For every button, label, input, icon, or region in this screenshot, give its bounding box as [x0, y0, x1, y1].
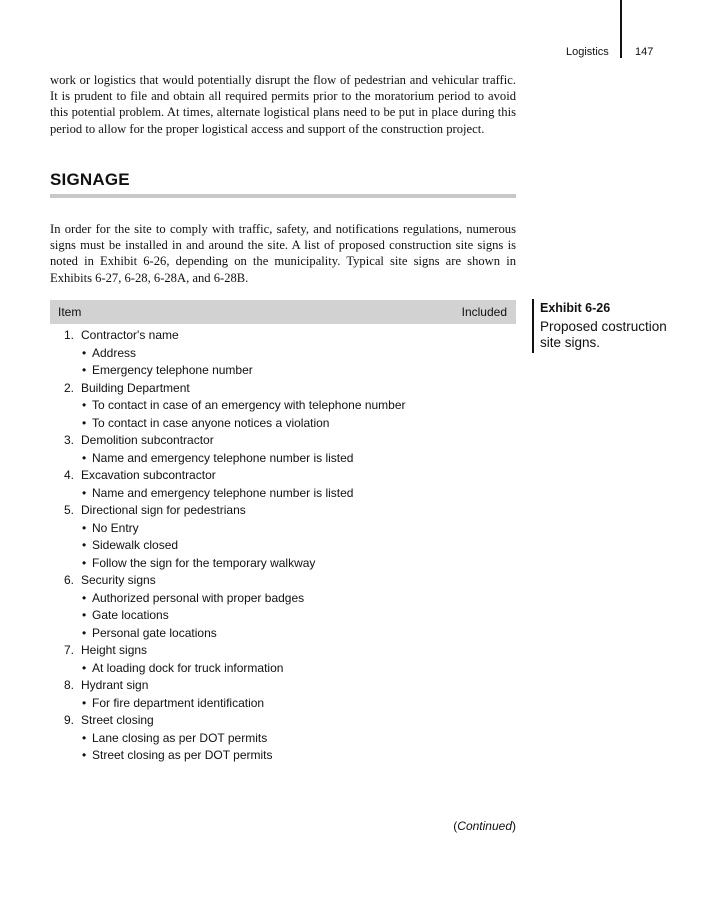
list-subitem-text: Gate locations	[92, 608, 169, 622]
list-subitem-text: To contact in case anyone notices a violation	[92, 415, 330, 430]
exhibit-sidebar	[532, 299, 690, 353]
list-subitem	[50, 748, 516, 763]
list-item-number: 1.	[64, 328, 75, 342]
section-heading: SIGNAGE	[50, 170, 130, 189]
list-subitem-text: Follow the sign for the temporary walkway	[92, 555, 316, 570]
signage-paragraph: In order for the site to comply with traffic, safety, and notifications regulations, numerous signs must be installed in and around the site. A list of proposed construction site signs is noted in Exhibit 6-26, depending on the municipality. Typical site signs are shown in Exhibits 6-27, 6-28, 6-28A, and 6-28B.	[50, 222, 516, 285]
bullet-icon: •	[82, 625, 87, 640]
list-subitem-text: Name and emergency telephone number is listed	[92, 485, 354, 500]
list-item-label: Contractor's name	[81, 328, 179, 342]
column-header-included: Included	[461, 305, 507, 319]
list-item-number: 7.	[64, 643, 75, 657]
list-item	[50, 713, 516, 728]
list-item	[50, 468, 516, 483]
list-subitem	[50, 556, 516, 571]
list-subitem	[50, 626, 516, 641]
continued-note: (Continued)	[453, 819, 516, 833]
bullet-icon: •	[82, 608, 87, 622]
list-subitem-text: No Entry	[92, 520, 139, 535]
list-item-label: Height signs	[81, 643, 148, 657]
list-subitem	[50, 661, 516, 676]
list-subitem	[50, 398, 516, 413]
list-item-label: Security signs	[81, 573, 156, 587]
list-subitem	[50, 451, 516, 466]
list-item	[50, 328, 516, 343]
list-subitem-text: Name and emergency telephone number is listed	[92, 450, 354, 465]
list-subitem-text: Sidewalk closed	[92, 538, 179, 552]
list-subitem	[50, 363, 516, 378]
list-subitem	[50, 521, 516, 536]
list-item-label: Building Department	[81, 380, 190, 395]
list-item-number: 4.	[64, 468, 75, 482]
bullet-icon: •	[82, 363, 87, 377]
list-subitem-text: Authorized personal with proper badges	[92, 590, 305, 605]
bullet-icon: •	[82, 730, 87, 745]
list-item-number: 2.	[64, 380, 75, 395]
list-subitem-text: Lane closing as per DOT permits	[92, 730, 268, 745]
bullet-icon: •	[82, 415, 87, 430]
list-subitem	[50, 731, 516, 746]
list-subitem-text: Address	[92, 345, 137, 360]
list-subitem-text: For fire department identification	[92, 695, 265, 710]
list-subitem-text: Street closing as per DOT permits	[92, 748, 273, 762]
exhibit-title: Exhibit 6-26	[540, 301, 611, 315]
bullet-icon: •	[82, 520, 87, 535]
page-number: 147	[635, 46, 654, 58]
list-item	[50, 433, 516, 448]
list-subitem	[50, 591, 516, 606]
list-item	[50, 503, 516, 518]
list-subitem	[50, 538, 516, 553]
list-item	[50, 678, 516, 693]
list-item-number: 9.	[64, 713, 75, 727]
bullet-icon: •	[82, 398, 87, 412]
bullet-icon: •	[82, 555, 87, 570]
list-item-label: Street closing	[81, 713, 154, 727]
list-item-label: Demolition subcontractor	[81, 433, 214, 447]
exhibit-caption: Proposed costruction site signs.	[540, 319, 667, 350]
list-subitem	[50, 346, 516, 361]
list-subitem	[50, 486, 516, 501]
table-header	[50, 300, 516, 324]
list-item-number: 8.	[64, 678, 75, 692]
bullet-icon: •	[82, 345, 87, 360]
running-head-section: Logistics	[566, 46, 609, 58]
list-item	[50, 381, 516, 396]
list-subitem-text: Personal gate locations	[92, 625, 217, 640]
list-item-number: 6.	[64, 573, 75, 587]
bullet-icon: •	[82, 590, 87, 605]
list-item-label: Hydrant sign	[81, 678, 149, 692]
list-subitem	[50, 608, 516, 623]
list-subitem	[50, 696, 516, 711]
list-subitem-text: At loading dock for truck information	[92, 660, 284, 675]
list-subitem	[50, 416, 516, 431]
list-subitem-text: Emergency telephone number	[92, 363, 253, 377]
list-item-label: Directional sign for pedestrians	[81, 503, 246, 517]
column-header-item: Item	[58, 305, 82, 319]
bullet-icon: •	[82, 748, 87, 762]
list-item	[50, 573, 516, 588]
list-item-number: 3.	[64, 433, 75, 447]
list-item-number: 5.	[64, 503, 75, 517]
bullet-icon: •	[82, 660, 87, 675]
bullet-icon: •	[82, 450, 87, 465]
list-item	[50, 643, 516, 658]
bullet-icon: •	[82, 695, 87, 710]
intro-paragraph: work or logistics that would potentially disrupt the flow of pedestrian and vehicular traffic. It is prudent to file and obtain all required permits prior to the moratorium period to avoid this potential problem. At times, alternate logistical plans need to be put in place during this period to allow for the proper logistical access and support of the construction project.	[50, 73, 516, 136]
heading-rule	[50, 194, 516, 198]
continued-label: Continued	[457, 819, 512, 833]
list-subitem-text: To contact in case of an emergency with telephone number	[92, 398, 406, 412]
header-divider	[620, 0, 622, 58]
bullet-icon: •	[82, 538, 87, 552]
bullet-icon: •	[82, 485, 87, 500]
list-item-label: Excavation subcontractor	[81, 468, 216, 482]
sign-list	[50, 328, 516, 766]
